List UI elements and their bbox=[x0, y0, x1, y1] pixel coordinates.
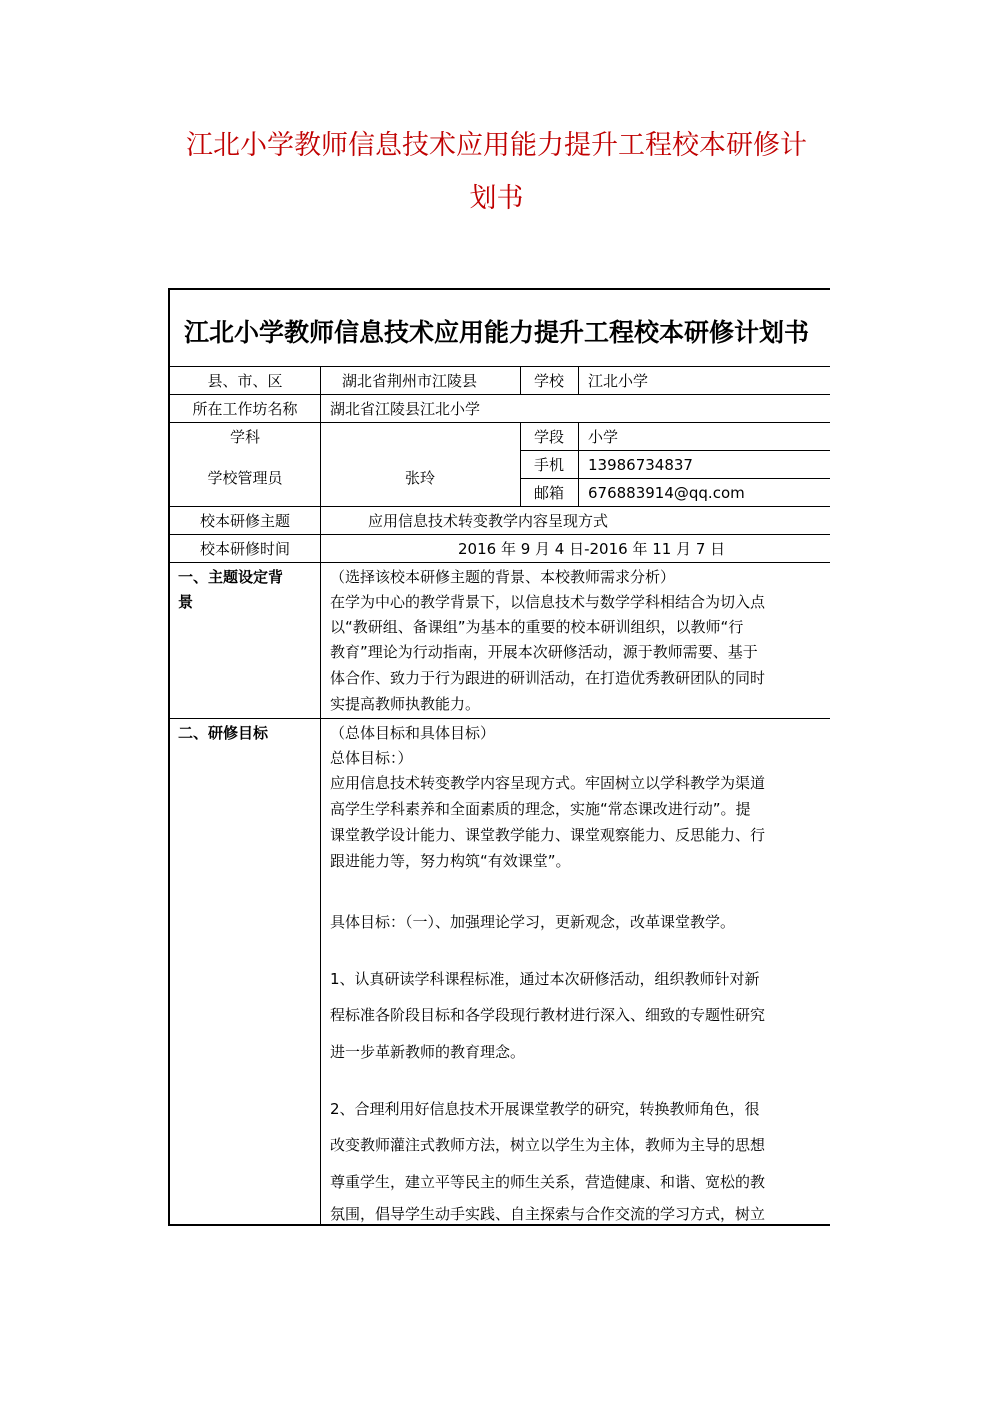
document-title-line-1: 江北小学教师信息技术应用能力提升工程校本研修计 bbox=[186, 130, 807, 161]
row-divider bbox=[170, 506, 830, 507]
column-divider bbox=[578, 366, 579, 394]
background-text-line: 教育”理论为行动指南，开展本次研修活动，源于教师需要、基于 bbox=[330, 643, 758, 661]
column-divider bbox=[320, 366, 321, 1226]
admin-value: 张玲 bbox=[404, 469, 435, 487]
goal-text-line: 应用信息技术转变教学内容呈现方式。牢固树立以学科教学为渠道 bbox=[330, 774, 766, 792]
row-divider bbox=[170, 394, 830, 395]
admin-label: 学校管理员 bbox=[207, 469, 283, 487]
stage-label: 学段 bbox=[533, 428, 564, 446]
row-divider bbox=[170, 534, 830, 535]
goal-text-line: 课堂教学设计能力、课堂教学能力、课堂观察能力、反思能力、行 bbox=[330, 826, 766, 844]
background-section-label: 一、主题设定背 bbox=[178, 568, 284, 586]
phone-value: 13986734837 bbox=[588, 456, 693, 474]
phone-label: 手机 bbox=[533, 456, 564, 474]
goal-text-line: 高学生学科素养和全面素质的理念，实施“常态课改进行动”。提 bbox=[330, 800, 751, 818]
row-divider bbox=[170, 366, 830, 367]
row-divider bbox=[170, 562, 830, 563]
workshop-label: 所在工作坊名称 bbox=[192, 400, 298, 418]
background-section-label-cont: 景 bbox=[178, 593, 194, 611]
item-2-text-line: 2、合理利用好信息技术开展课堂教学的研究，转换教师角色，很 bbox=[330, 1100, 760, 1118]
theme-value: 应用信息技术转变教学内容呈现方式 bbox=[368, 512, 609, 530]
goal-text-line: （总体目标和具体目标） bbox=[330, 724, 496, 742]
workshop-value: 湖北省江陵县江北小学 bbox=[330, 400, 481, 418]
background-text-line: 实提高教师执教能力。 bbox=[330, 695, 481, 713]
document-title-line-2: 划书 bbox=[469, 183, 524, 214]
background-text-line: 以“教研组、备课组”为基本的重要的校本研训组织，以教师“行 bbox=[330, 618, 744, 636]
goal-text-line: 总体目标：） bbox=[330, 749, 413, 767]
item-2-text-line: 尊重学生，建立平等民主的师生关系，营造健康、和谐、宽松的教 bbox=[330, 1173, 766, 1191]
plan-form-table bbox=[168, 288, 830, 1226]
item-2-text-line: 氛围，倡导学生动手实践、自主探索与合作交流的学习方式，树立 bbox=[330, 1205, 766, 1223]
county-label: 县、市、区 bbox=[207, 372, 283, 390]
goal-section-label: 二、研修目标 bbox=[178, 724, 269, 742]
row-divider bbox=[520, 450, 830, 451]
school-value: 江北小学 bbox=[588, 372, 649, 390]
time-label: 校本研修时间 bbox=[199, 540, 290, 558]
email-label: 邮箱 bbox=[533, 484, 564, 502]
stage-value: 小学 bbox=[588, 428, 619, 446]
time-value: 2016 年 9 月 4 日-2016 年 11 月 7 日 bbox=[458, 540, 726, 558]
subject-label: 学科 bbox=[229, 428, 260, 446]
item-1-text-line: 1、认真研读学科课程标准，通过本次研修活动，组织教师针对新 bbox=[330, 970, 760, 988]
form-title: 江北小学教师信息技术应用能力提升工程校本研修计划书 bbox=[184, 318, 810, 347]
background-text-line: 在学为中心的教学背景下，以信息技术与数学学科相结合为切入点 bbox=[330, 593, 766, 611]
column-divider bbox=[578, 422, 579, 506]
item-2-text-line: 改变教师灌注式教师方法，树立以学生为主体，教师为主导的思想 bbox=[330, 1136, 766, 1154]
county-value: 湖北省荆州市江陵县 bbox=[342, 372, 478, 390]
theme-label: 校本研修主题 bbox=[199, 512, 290, 530]
goal-text-line: 跟进能力等，努力构筑“有效课堂”。 bbox=[330, 852, 571, 870]
school-label: 学校 bbox=[533, 372, 564, 390]
email-value: 676883914@qq.com bbox=[588, 484, 745, 502]
background-text-line: 体合作、致力于行为跟进的研训活动，在打造优秀教研团队的同时 bbox=[330, 669, 766, 687]
row-divider bbox=[170, 718, 830, 719]
row-divider bbox=[170, 422, 830, 423]
background-text-line: （选择该校本研修主题的背景、本校教师需求分析） bbox=[330, 568, 676, 586]
row-divider bbox=[520, 478, 830, 479]
item-1-text-line: 程标准各阶段目标和各学段现行教材进行深入、细致的专题性研究 bbox=[330, 1006, 766, 1024]
specific-goal-text: 具体目标：（一）、加强理论学习，更新观念，改革课堂教学。 bbox=[330, 913, 736, 931]
item-1-text-line: 进一步革新教师的教育理念。 bbox=[330, 1043, 526, 1061]
